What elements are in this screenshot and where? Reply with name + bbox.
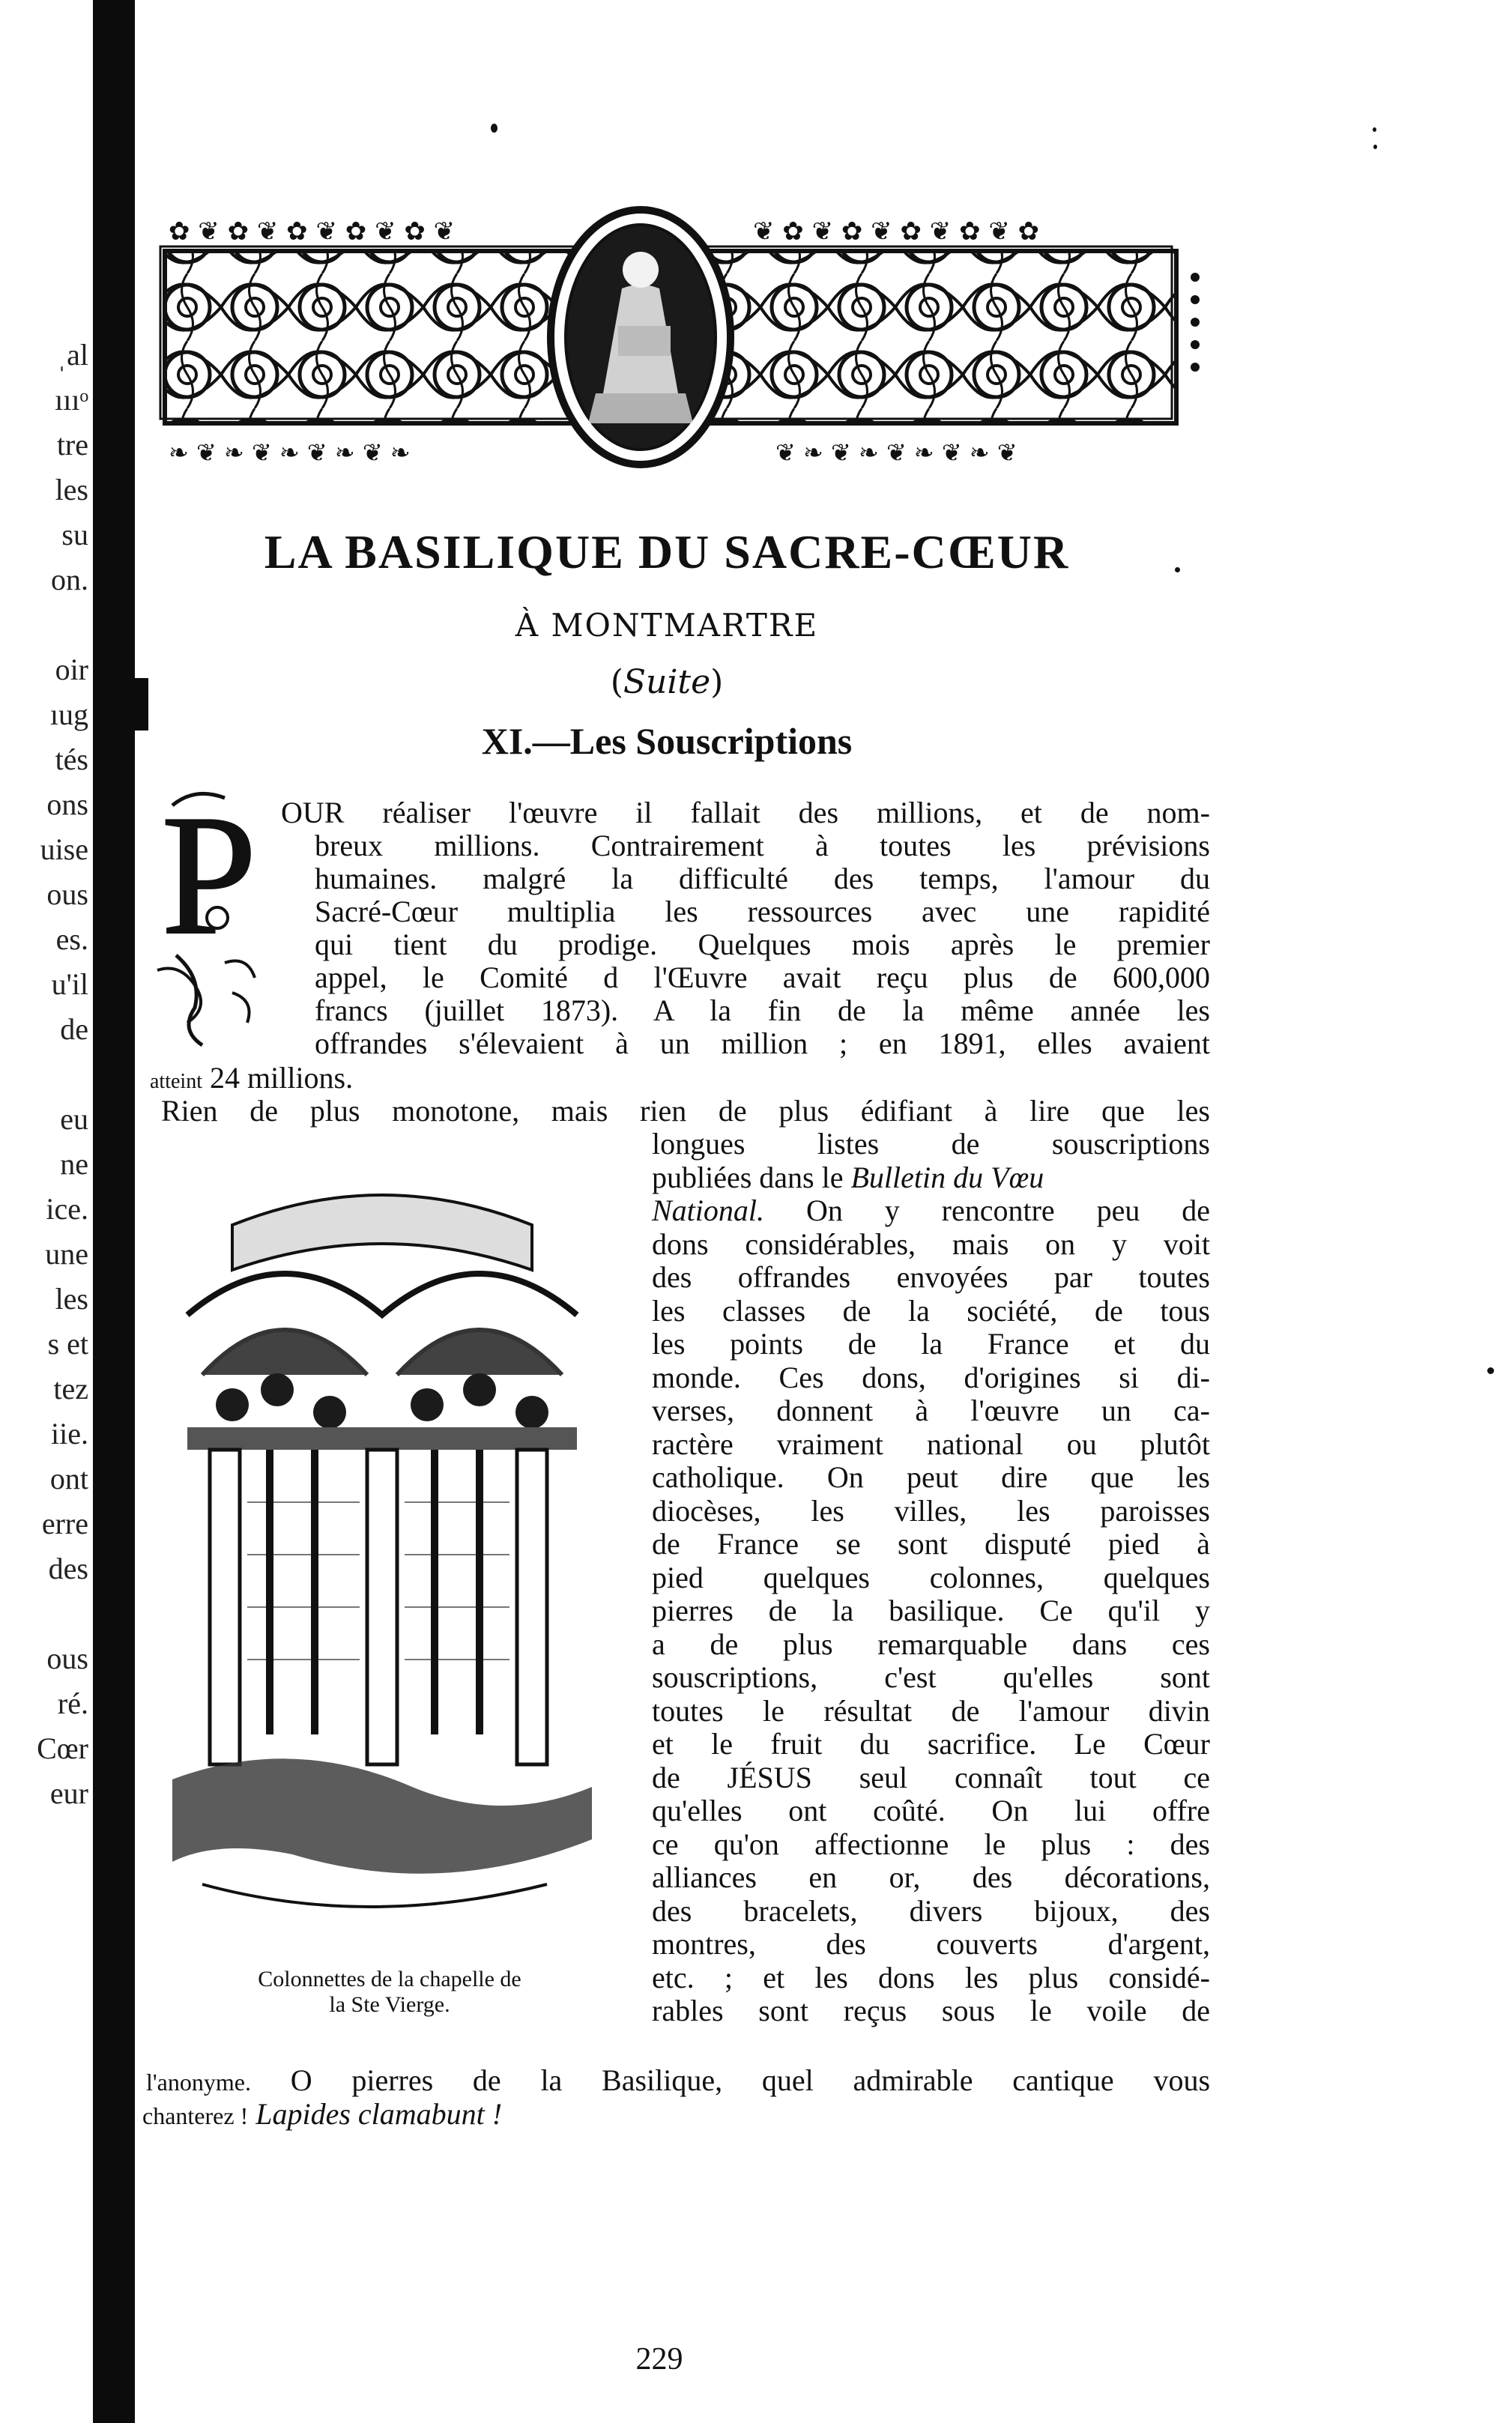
text-line	[142, 2098, 817, 2132]
text-line: breux millions. Contrairement à toutes les prévisions	[315, 829, 1210, 862]
section-heading: XI.—Les Souscriptions	[481, 720, 853, 762]
text-line: et le fruit du sacrifice. Le Cœur	[652, 1727, 1210, 1761]
suite-italic: Suite	[623, 663, 711, 701]
margin-fragment: oir	[55, 653, 88, 686]
article-title: LA BASILIQUE DU SACRE-CŒUR	[264, 525, 1070, 578]
text-line	[652, 1161, 1210, 1194]
text-line: monde. Ces dons, d'origines si di-	[652, 1360, 1210, 1394]
svg-text:❦ ❧ ❦ ❧ ❦ ❧ ❦ ❧ ❦: ❦ ❧ ❦ ❧ ❦ ❧ ❦ ❧ ❦	[775, 438, 1017, 467]
margin-fragment: une	[45, 1237, 88, 1271]
text-line: offrandes s'élevaient à un million ; en 1891, elles avaient	[315, 1026, 1210, 1060]
text-line: toutes le résultat de l'amour divin	[652, 1693, 1210, 1728]
text-line: des bracelets, divers bijoux, des	[652, 1893, 1210, 1928]
text-line: rables sont reçus sous le voile de	[652, 1994, 1210, 2027]
ink-speck	[1373, 127, 1376, 132]
text-line	[652, 1194, 1210, 1227]
text-run: 24 millions.	[209, 1061, 354, 1095]
text-line: qu'elles ont coûté. On lui offre	[652, 1794, 1210, 1827]
ink-speck	[491, 124, 498, 133]
margin-fragment: es.	[55, 922, 88, 956]
text-line: montres, des couverts d'argent,	[652, 1927, 1210, 1961]
text-line: les points de la France et du	[652, 1327, 1210, 1361]
small-word: l'anonyme.	[146, 2069, 251, 2096]
article-subtitle: À MONTMARTRE	[515, 607, 819, 644]
margin-fragment: su	[61, 518, 88, 551]
margin-fragment: ont	[49, 1462, 88, 1495]
text-line: qui tient du prodige. Quelques mois après le premier	[315, 928, 1210, 961]
margin-fragment: ous	[46, 877, 88, 911]
margin-fragment: erre	[41, 1507, 88, 1540]
margin-fragment: tre	[56, 428, 88, 462]
adjacent-page-margin-text	[4, 337, 88, 2000]
dropcap-ornament	[150, 783, 277, 1053]
caption-line: Colonnettes de la chapelle de	[258, 1967, 521, 1991]
text-line: diocèses, les villes, les paroisses	[652, 1493, 1210, 1528]
ink-speck	[1487, 1367, 1494, 1374]
margin-fragment: iie.	[51, 1417, 88, 1451]
text-line: alliances en or, des décorations,	[652, 1860, 1210, 1894]
margin-fragment: on.	[51, 563, 88, 596]
text-line: francs (juillet 1873). A la fin de la même année les	[315, 993, 1210, 1027]
svg-text:❦ ✿ ❦ ✿ ❦ ✿ ❦ ✿ ❦ ✿: ❦ ✿ ❦ ✿ ❦ ✿ ❦ ✿ ❦ ✿	[753, 217, 1040, 246]
small-word: chanterez !	[142, 2102, 249, 2129]
margin-fragment: eu	[60, 1102, 88, 1136]
margin-fragment: ice.	[46, 1192, 88, 1226]
text-line: verses, donnent à l'œuvre un ca-	[652, 1394, 1210, 1427]
svg-text:✿ ❦ ✿ ❦ ✿ ❦ ✿ ❦ ✿ ❦: ✿ ❦ ✿ ❦ ✿ ❦ ✿ ❦ ✿ ❦	[169, 217, 456, 246]
margin-fragment: les	[55, 1282, 88, 1316]
svg-text:❧ ❦ ❧ ❦ ❧ ❦ ❧ ❦ ❧: ❧ ❦ ❧ ❦ ❧ ❦ ❧ ❦ ❧	[169, 438, 411, 467]
text-line: ce qu'on affectionne le plus : des	[652, 1827, 1210, 1861]
margin-fragment: ıug	[49, 698, 88, 731]
text-line	[146, 2064, 1210, 2099]
small-word: atteint	[150, 1070, 202, 1093]
text-line: OUR réaliser l'œuvre il fallait des millions, et de nom-	[281, 796, 1210, 829]
text-line: appel, le Comité d l'Œuvre avait reçu plus de 600,000	[315, 961, 1210, 994]
margin-fragment: ous	[46, 1642, 88, 1675]
latin-quote: Lapides clamabunt !	[255, 2097, 503, 2131]
page-number: 229	[635, 2342, 683, 2377]
caption-line: la Ste Vierge.	[329, 1992, 450, 2017]
continuation-label: (Suite)	[610, 663, 724, 701]
margin-fragment: tez	[53, 1372, 88, 1406]
margin-fragment: ons	[46, 787, 88, 821]
illustration-caption	[187, 1967, 592, 2018]
text-line: longues listes de souscriptions	[652, 1127, 1210, 1161]
text-run: On y rencontre peu de	[805, 1194, 1211, 1227]
journal-title: Bulletin du Vœu	[850, 1160, 1044, 1194]
text-line: les classes de la société, de tous	[652, 1293, 1210, 1328]
text-line	[150, 1062, 674, 1098]
dropcap-letter: P	[161, 783, 257, 970]
margin-fragment: des	[48, 1552, 88, 1585]
chapel-column-illustration	[142, 1165, 622, 1959]
margin-fragment: eur	[49, 1776, 88, 1810]
margin-fragment: ré.	[57, 1687, 88, 1720]
text-line: a de plus remarquable dans ces	[652, 1627, 1210, 1661]
margin-fragment: ˌal	[56, 338, 88, 372]
binding-gutter	[93, 0, 135, 2423]
margin-fragment: uise	[40, 832, 88, 866]
text-run: publiées dans le	[652, 1160, 844, 1194]
text-line: humaines. malgré la difficulté des temps, l'amour du	[315, 862, 1210, 895]
margin-fragment: Cœr	[37, 1731, 88, 1765]
text-line: Rien de plus monotone, mais rien de plus édifiant à lire que les	[161, 1094, 1210, 1128]
text-line: ractère vraiment national ou plutôt	[652, 1427, 1210, 1461]
gutter-notch	[127, 678, 148, 730]
text-run: O pierres de la Basilique, quel admirable cantique vous	[290, 2063, 1211, 2097]
text-line: dons considérables, mais on y voit	[652, 1226, 1210, 1261]
text-line: catholique. On peut dire que les	[652, 1460, 1210, 1494]
margin-fragment: ne	[60, 1147, 88, 1181]
margin-fragment: de	[60, 1012, 88, 1046]
text-line: pied quelques colonnes, quelques	[652, 1560, 1210, 1594]
text-line: Sacré-Cœur multiplia les ressources avec une rapidité	[315, 895, 1210, 928]
text-line: etc. ; et les dons les plus considé-	[652, 1960, 1210, 1994]
text-line: de France se sont disputé pied à	[652, 1527, 1210, 1561]
margin-fragment: ıııᵒ	[55, 383, 88, 417]
text-line: souscriptions, c'est qu'elles sont	[652, 1660, 1210, 1694]
ink-speck	[1175, 567, 1180, 572]
text-line: pierres de la basilique. Ce qu'il y	[652, 1594, 1210, 1627]
header-ornament	[154, 206, 1203, 476]
ink-speck	[1373, 145, 1377, 149]
text-line: des offrandes envoyées par toutes	[652, 1260, 1210, 1294]
margin-fragment: s et	[47, 1327, 88, 1361]
margin-fragment: les	[55, 473, 88, 506]
text-line: de JÉSUS seul connaît tout ce	[652, 1760, 1210, 1794]
margin-fragment: u'il	[51, 967, 88, 1001]
journal-title: National.	[652, 1194, 765, 1227]
margin-fragment: tés	[55, 742, 88, 776]
